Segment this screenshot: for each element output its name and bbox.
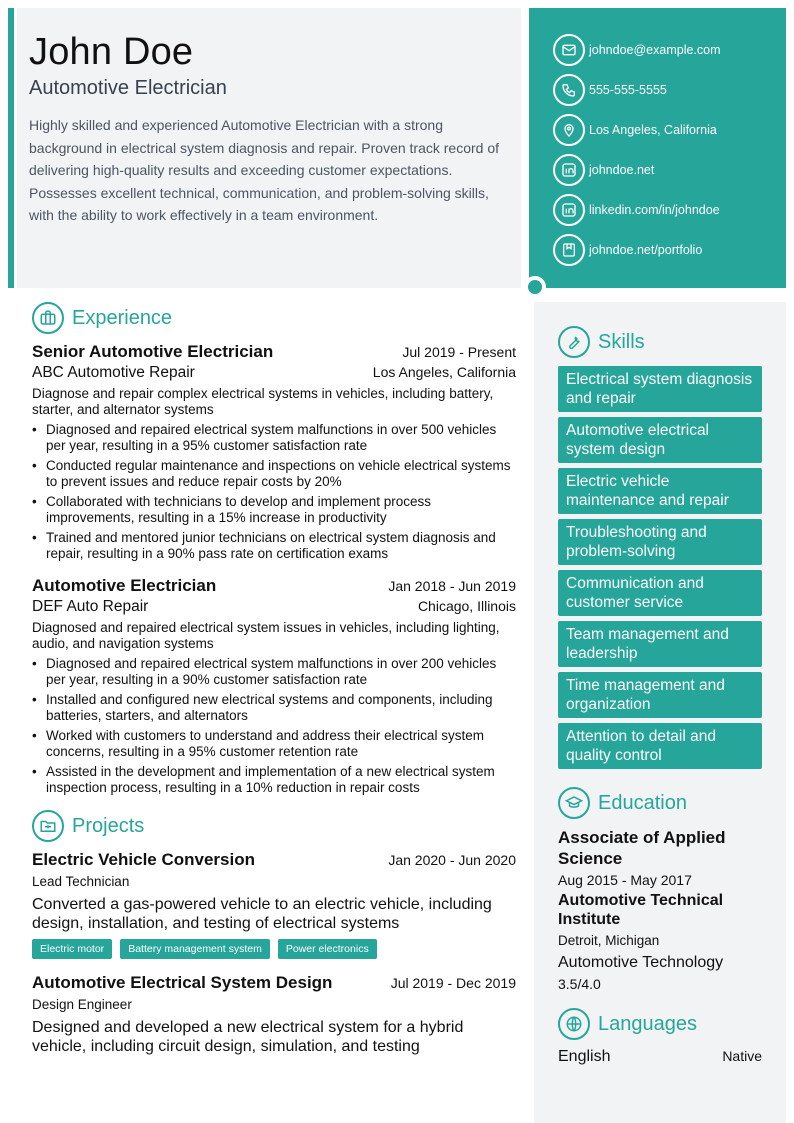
project-tag: Electric motor bbox=[32, 939, 112, 959]
globe-icon bbox=[558, 1008, 590, 1040]
job-description: Diagnose and repair complex electrical systems in vehicles, including battery, starter, and alternator systems bbox=[32, 386, 494, 417]
projects-heading bbox=[32, 810, 516, 842]
education-school: Automotive Technical Institute bbox=[558, 892, 724, 928]
candidate-title: Automotive Electrician bbox=[29, 77, 227, 99]
project-tags bbox=[32, 939, 516, 959]
wrench-icon bbox=[558, 326, 590, 358]
language-entry bbox=[558, 1048, 762, 1066]
achievement-item: • Collaborated with technicians to develop and implement process improvements, resulting in a 15% increase in productivity bbox=[32, 494, 516, 526]
briefcase-icon bbox=[32, 302, 64, 334]
projects-title: Projects bbox=[72, 814, 145, 837]
education-gpa: 3.5/4.0 bbox=[558, 976, 601, 992]
education-field: Automotive Technology bbox=[558, 954, 724, 971]
graduation-cap-icon bbox=[558, 787, 590, 819]
job-company: ABC Automotive Repair bbox=[32, 364, 195, 381]
project-title: Electric Vehicle Conversion bbox=[32, 850, 255, 869]
portfolio-text: johndoe.net/portfolio bbox=[589, 243, 703, 257]
skill-chip: Time management and organization bbox=[558, 672, 762, 718]
job-location: Chicago, Illinois bbox=[417, 598, 516, 614]
linkedin-text: linkedin.com/in/johndoe bbox=[589, 203, 720, 217]
email-text: johndoe@example.com bbox=[589, 43, 721, 57]
job-company: DEF Auto Repair bbox=[32, 598, 149, 615]
skill-chip: Team management and leadership bbox=[558, 621, 762, 667]
linkedin-icon bbox=[553, 194, 585, 226]
education-heading bbox=[558, 787, 762, 819]
language-level: Native bbox=[722, 1048, 762, 1064]
skill-chip: Communication and customer service bbox=[558, 570, 762, 616]
contact-location bbox=[553, 110, 786, 150]
achievement-item: • Trained and mentored junior technicians on electrical system diagnosis and repair, resulting in a 90% pass rate on certification exams bbox=[32, 530, 516, 562]
experience-heading bbox=[32, 302, 516, 334]
skills-heading bbox=[558, 326, 762, 358]
project-role: Design Engineer bbox=[32, 997, 132, 1012]
summary-text: Highly skilled and experienced Automotive Electrician with a strong background in electrical system diagnosis and repair. Proven track record of delivering high-quality results and exceeding customer expectations. Possesses excellent technical, communication, and problem-solving skills, with the ability to work effectively in a team environment. bbox=[29, 117, 500, 223]
job-title: Automotive Electrician bbox=[32, 576, 217, 595]
achievement-item: • Installed and configured new electrical systems and components, including batteries, starters, and alternators bbox=[32, 692, 516, 724]
education-date: Aug 2015 - May 2017 bbox=[558, 872, 692, 888]
education-entry bbox=[558, 827, 762, 992]
languages-title: Languages bbox=[598, 1012, 697, 1035]
phone-text: 555-555-5555 bbox=[589, 83, 667, 97]
project-role: Lead Technician bbox=[32, 874, 130, 889]
project-description: Converted a gas-powered vehicle to an electric vehicle, including design, installation, and testing of electrical systems bbox=[32, 896, 492, 932]
main-column bbox=[32, 302, 516, 1070]
experience-title: Experience bbox=[72, 306, 173, 329]
portfolio-icon bbox=[553, 234, 585, 266]
decorative-dot bbox=[524, 276, 546, 298]
location-text: Los Angeles, California bbox=[589, 123, 717, 137]
experience-entry bbox=[32, 576, 516, 796]
job-date: Jan 2018 - Jun 2019 bbox=[388, 578, 516, 594]
achievement-item: • Conducted regular maintenance and inspections on vehicle electrical systems to prevent issues and reduce repair costs by 20% bbox=[32, 458, 516, 490]
project-date: Jul 2019 - Dec 2019 bbox=[390, 975, 516, 991]
languages-heading bbox=[558, 1008, 762, 1040]
contact-panel bbox=[529, 8, 786, 288]
achievement-item: • Diagnosed and repaired electrical system malfunctions in over 500 vehicles per year, resulting in a 95% customer satisfaction rate bbox=[32, 422, 516, 454]
skills-list bbox=[558, 366, 762, 769]
contact-phone[interactable] bbox=[553, 70, 786, 110]
skill-chip: Electric vehicle maintenance and repair bbox=[558, 468, 762, 514]
job-date: Jul 2019 - Present bbox=[402, 344, 516, 360]
job-title: Senior Automotive Electrician bbox=[32, 342, 274, 361]
job-achievements bbox=[32, 656, 516, 796]
contact-portfolio[interactable] bbox=[553, 230, 786, 270]
job-description: Diagnosed and repaired electrical system issues in vehicles, including lighting, audio, and navigation systems bbox=[32, 620, 500, 651]
achievement-item: • Worked with customers to understand and address their electrical system concerns, resulting in a 95% customer retention rate bbox=[32, 728, 516, 760]
candidate-name: John Doe bbox=[29, 31, 194, 73]
achievement-item: • Assisted in the development and implementation of a new electrical system inspection process, resulting in a 10% reduction in repair costs bbox=[32, 764, 516, 796]
education-degree: Associate of Applied Science bbox=[558, 828, 726, 868]
folder-icon bbox=[32, 810, 64, 842]
job-achievements bbox=[32, 422, 516, 562]
experience-entry bbox=[32, 342, 516, 562]
contact-email[interactable] bbox=[553, 30, 786, 70]
skill-chip: Attention to detail and quality control bbox=[558, 723, 762, 769]
skills-title: Skills bbox=[598, 330, 645, 353]
language-name: English bbox=[558, 1048, 611, 1065]
education-title: Education bbox=[598, 791, 687, 814]
mail-icon bbox=[553, 34, 585, 66]
project-tag: Battery management system bbox=[120, 939, 270, 959]
contact-linkedin[interactable] bbox=[553, 190, 786, 230]
skill-chip: Electrical system diagnosis and repair bbox=[558, 366, 762, 412]
skill-chip: Automotive electrical system design bbox=[558, 417, 762, 463]
education-location: Detroit, Michigan bbox=[558, 933, 660, 948]
project-tag: Power electronics bbox=[278, 939, 377, 959]
resume-header bbox=[17, 8, 521, 288]
contact-website[interactable] bbox=[553, 150, 786, 190]
project-description: Designed and developed a new electrical system for a hybrid vehicle, including circuit design, simulation, and testing bbox=[32, 1019, 464, 1055]
linkedin-icon bbox=[553, 154, 585, 186]
job-location: Los Angeles, California bbox=[372, 364, 516, 380]
project-entry bbox=[32, 973, 516, 1056]
skill-chip: Troubleshooting and problem-solving bbox=[558, 519, 762, 565]
sidebar bbox=[534, 302, 786, 1123]
project-title: Automotive Electrical System Design bbox=[32, 973, 333, 992]
project-entry bbox=[32, 850, 516, 959]
website-text: johndoe.net bbox=[589, 163, 655, 177]
location-pin-icon bbox=[553, 114, 585, 146]
achievement-item: • Diagnosed and repaired electrical system malfunctions in over 200 vehicles per year, resulting in a 90% customer satisfaction rate bbox=[32, 656, 516, 688]
accent-bar bbox=[8, 8, 14, 288]
project-date: Jan 2020 - Jun 2020 bbox=[388, 852, 516, 868]
phone-icon bbox=[553, 74, 585, 106]
